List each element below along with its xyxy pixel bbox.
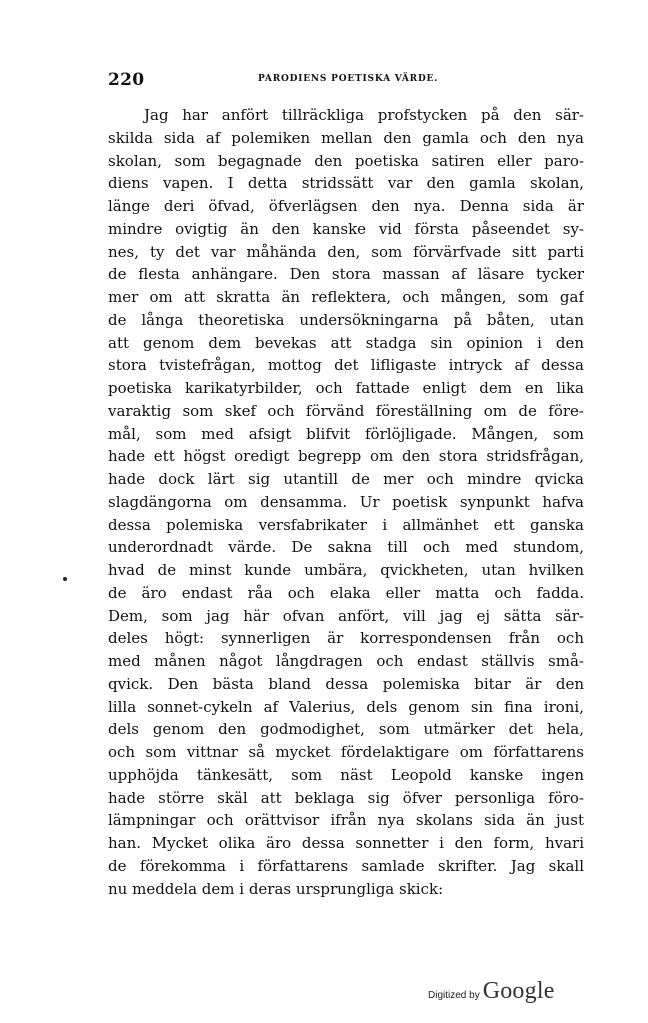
text-line: de äro endast råa och elaka eller matta och fadda. bbox=[108, 583, 584, 602]
text-line: underordnadt värde. De sakna till och med stundom, bbox=[108, 538, 584, 557]
text-line: poetiska karikatyrbilder, och fattade enligt dem en lika bbox=[108, 379, 584, 397]
text-line: och som vittnar så mycket fördelaktigare om författarens bbox=[108, 743, 584, 761]
text-line: nu meddela dem i deras ursprungliga skick: bbox=[108, 879, 444, 898]
running-head bbox=[108, 70, 578, 94]
text-line: han. Mycket olika äro dessa sonnetter i den form, hvari bbox=[108, 834, 584, 852]
text-line: deles högt: synnerligen är korrespondensen från och bbox=[108, 629, 584, 648]
text-line: med månen något långdragen och endast ställvis små- bbox=[108, 652, 584, 670]
text-line: hade dock lärt sig utantill de mer och mindre qvicka bbox=[108, 470, 584, 488]
text-line: dels genom den godmodighet, som utmärker det hela, bbox=[108, 720, 584, 739]
text-line: skilda sida af polemiken mellan den gamla och den nya bbox=[108, 128, 584, 147]
text-line: de långa theoretiska undersökningarna på båten, utan bbox=[108, 310, 584, 329]
text-line: Dem, som jag här ofvan anfört, vill jag ej sätta sär- bbox=[108, 606, 584, 625]
text-line: stora tvistefrågan, mottog det lifligaste intryck af dessa bbox=[108, 356, 584, 375]
text-line: lilla sonnet-cykeln af Valerius, dels genom sin fina ironi, bbox=[108, 697, 584, 716]
text-line: Jag har anfört tillräckliga profstycken på den sär- bbox=[144, 106, 584, 124]
google-logo: Google bbox=[482, 978, 555, 1004]
text-line: hade större skäl att beklaga sig öfver personliga föro- bbox=[108, 788, 584, 807]
text-line: de förekomma i författarens samlade skrifter. Jag skall bbox=[108, 856, 584, 875]
text-line: att genom dem bevekas att stadga sin opinion i den bbox=[108, 333, 584, 352]
text-line: lämpningar och orättvisor ifrån nya skolans sida än just bbox=[108, 811, 584, 830]
text-line: upphöjda tänkesätt, som näst Leopold kanske ingen bbox=[108, 765, 584, 784]
text-line: skolan, som begagnade den poetiska satiren eller paro- bbox=[108, 151, 584, 170]
text-line: mål, som med afsigt blifvit förlöjligade. Mången, som bbox=[108, 424, 584, 443]
text-line: mindre ovigtig än den kanske vid första påseendet sy- bbox=[108, 219, 584, 238]
text-line: nes, ty det var måhända den, som förvärfvade sitt parti bbox=[108, 242, 584, 261]
text-line: dessa polemiska versfabrikater i allmänhet ett ganska bbox=[108, 515, 584, 534]
text-line: de flesta anhängare. Den stora massan af läsare tycker bbox=[108, 265, 584, 284]
text-line: qvick. Den bästa bland dessa polemiska bitar är den bbox=[108, 674, 584, 693]
page-number: 220 bbox=[108, 70, 145, 90]
text-line: hade ett högst oredigt begrepp om den stora stridsfrågan, bbox=[108, 447, 584, 466]
text-line: slagdängorna om densamma. Ur poetisk synpunkt hafva bbox=[108, 492, 584, 511]
text-line: diens vapen. I detta stridssätt var den gamla skolan, bbox=[108, 174, 584, 193]
text-line: varaktig som skef och förvänd föreställning om de före- bbox=[108, 401, 584, 420]
body-paragraph bbox=[108, 104, 584, 900]
text-line: länge deri öfvad, öfverlägsen den nya. Denna sida är bbox=[108, 197, 584, 215]
text-line: hvad de minst kunde umbära, qvickheten, utan hvilken bbox=[108, 561, 584, 579]
text-line: mer om att skratta än reflektera, och mången, som gaf bbox=[108, 288, 584, 306]
digitized-by-google-watermark bbox=[428, 978, 555, 1008]
margin-dot-mark bbox=[63, 577, 67, 581]
running-title: PARODIENS POETISKA VÄRDE. bbox=[258, 74, 439, 84]
digitized-by-label: Digitized by bbox=[428, 990, 480, 1001]
